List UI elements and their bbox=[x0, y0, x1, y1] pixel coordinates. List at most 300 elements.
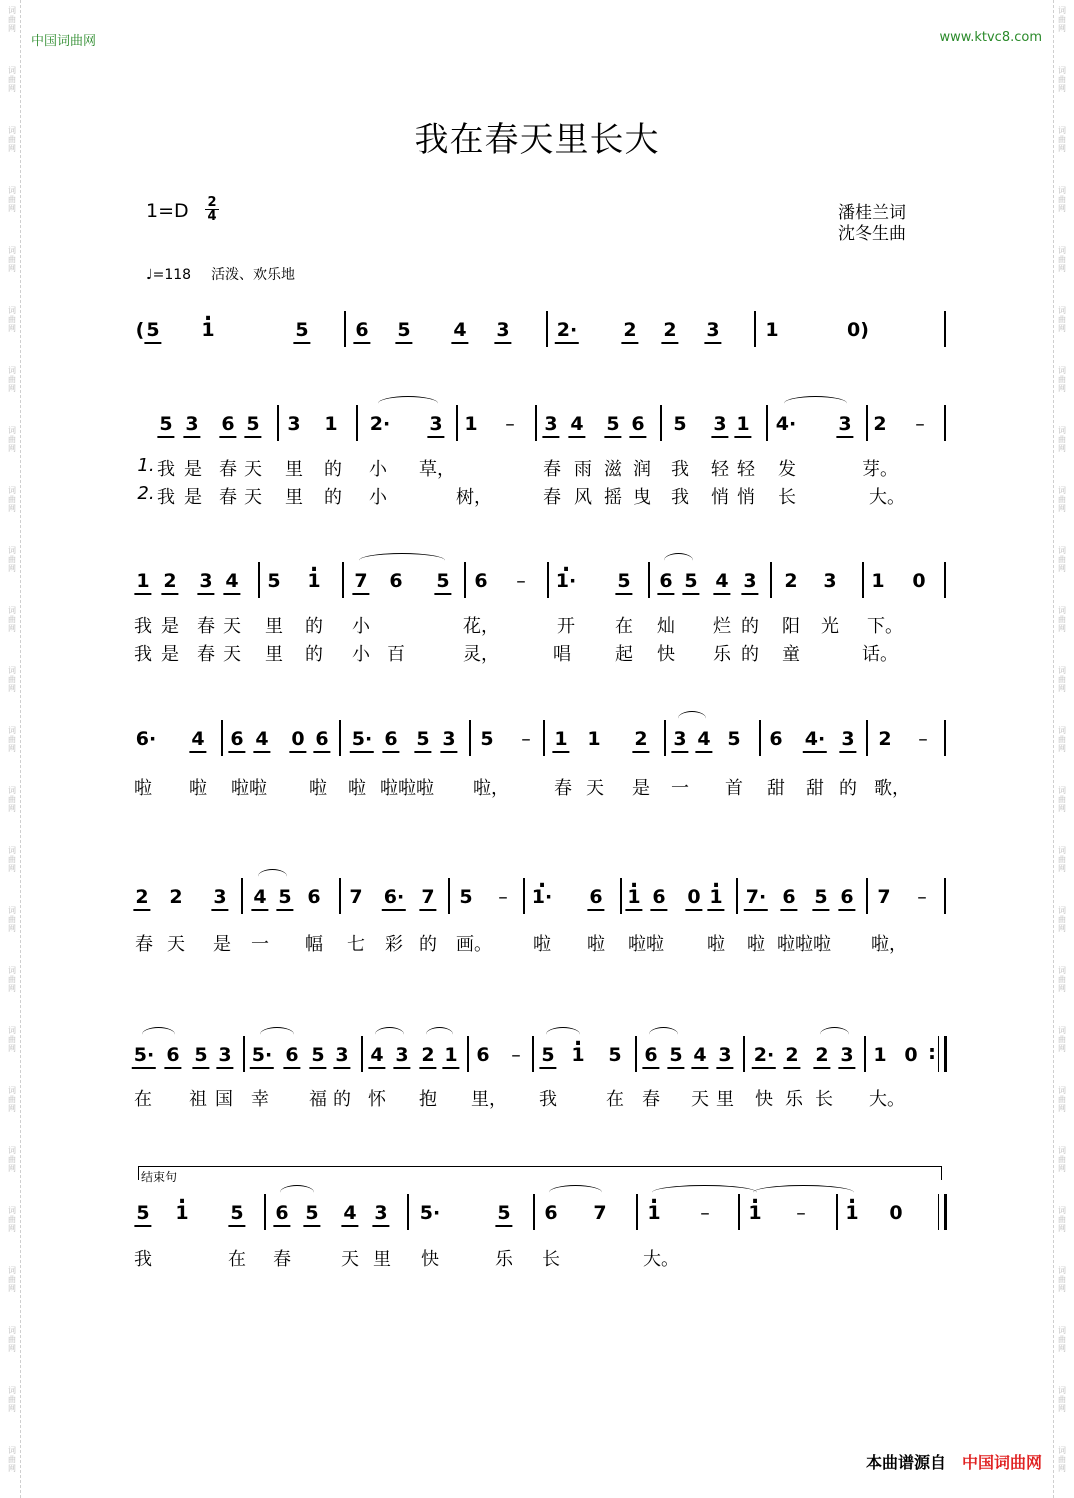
note: 6 bbox=[230, 728, 243, 750]
barline bbox=[464, 562, 466, 598]
lyric-syllable: 的 bbox=[305, 644, 323, 665]
lyric-syllable: 甜 bbox=[806, 778, 824, 799]
beam-underline bbox=[216, 1067, 233, 1069]
note: 3 bbox=[442, 728, 455, 750]
note: 5 bbox=[684, 570, 697, 592]
note: 2· bbox=[369, 413, 391, 435]
beam-underline bbox=[813, 1067, 830, 1069]
note: 5 bbox=[673, 413, 687, 435]
lyric-syllable: 芽。 bbox=[862, 459, 898, 480]
slur bbox=[359, 553, 445, 568]
lyric-syllable: 啦 bbox=[189, 778, 207, 799]
lyric-syllable: 小 bbox=[369, 459, 387, 480]
note: 6 bbox=[659, 570, 672, 592]
beam-underline bbox=[419, 909, 436, 911]
lyric-syllable: 啦 bbox=[348, 778, 366, 799]
beam-underline bbox=[704, 342, 721, 344]
barline bbox=[864, 1036, 866, 1072]
watermark-text: 词曲网 bbox=[8, 1386, 16, 1413]
slur bbox=[142, 1027, 175, 1042]
note: 6 bbox=[384, 728, 397, 750]
beam-underline bbox=[711, 436, 728, 438]
beam-underline bbox=[253, 751, 270, 753]
note: 2 bbox=[663, 319, 676, 341]
beam-underline bbox=[250, 1067, 274, 1069]
beam-underline bbox=[333, 1067, 350, 1069]
beam-underline bbox=[219, 436, 236, 438]
note: 5 bbox=[436, 570, 449, 592]
watermark-text: 词曲网 bbox=[8, 606, 16, 633]
watermark-text: 词曲网 bbox=[8, 6, 16, 33]
note: 6 bbox=[166, 1044, 179, 1066]
slur bbox=[664, 553, 693, 568]
beam-underline bbox=[350, 751, 374, 753]
time-signature-top: 2 bbox=[205, 196, 219, 210]
note: 2 bbox=[623, 319, 636, 341]
beam-underline bbox=[695, 751, 712, 753]
note: 6· bbox=[135, 728, 157, 750]
lyric-syllable: 春 bbox=[273, 1249, 291, 1270]
watermark-text: 词曲网 bbox=[1058, 786, 1066, 813]
time-signature-bottom: 4 bbox=[207, 209, 217, 224]
note: 1 . bbox=[845, 1202, 858, 1224]
watermark-text: 词曲网 bbox=[1058, 426, 1066, 453]
beam-underline bbox=[427, 436, 444, 438]
barline bbox=[664, 720, 666, 756]
sustain-dash: – bbox=[516, 570, 526, 592]
note: 6 bbox=[652, 886, 665, 908]
lyric-syllable: 七 bbox=[347, 934, 365, 955]
lyric-syllable: 我 bbox=[134, 616, 152, 637]
lyric-syllable: 百 bbox=[387, 644, 405, 665]
barline bbox=[635, 1036, 637, 1072]
note: 6 bbox=[782, 886, 795, 908]
note: 4 bbox=[253, 886, 266, 908]
lyric-syllable: 长 bbox=[815, 1089, 833, 1110]
lyric-syllable: 长 bbox=[778, 487, 796, 508]
lyric-syllable: 春 bbox=[197, 616, 215, 637]
note: 1 . bbox=[748, 1202, 761, 1224]
note: 4 bbox=[693, 1044, 706, 1066]
beam-underline bbox=[189, 751, 206, 753]
beam-underline bbox=[839, 751, 856, 753]
beam-underline bbox=[629, 436, 646, 438]
beam-underline bbox=[134, 1225, 151, 1227]
watermark-text: 词曲网 bbox=[1058, 1146, 1066, 1173]
sustain-dash: – bbox=[917, 886, 927, 908]
beam-underline bbox=[632, 751, 649, 753]
lyric-syllable: 乐 bbox=[785, 1089, 803, 1110]
lyric-syllable: 啦啦 bbox=[231, 778, 267, 799]
lyric-syllable: 啦 bbox=[707, 934, 725, 955]
lyric-syllable: 轻 bbox=[737, 459, 755, 480]
note: 5 bbox=[606, 413, 619, 435]
watermark-text: 词曲网 bbox=[1058, 306, 1066, 333]
barline bbox=[469, 720, 471, 756]
beam-underline bbox=[716, 1067, 733, 1069]
lyric-syllable: 一 bbox=[671, 778, 689, 799]
watermark-text: 词曲网 bbox=[1058, 1446, 1066, 1473]
lyric-syllable: 天 bbox=[244, 459, 262, 480]
note: 5 bbox=[480, 728, 494, 750]
note: 1 bbox=[464, 413, 478, 435]
beam-underline bbox=[838, 1067, 855, 1069]
barline bbox=[243, 1036, 245, 1072]
note: 1 bbox=[554, 728, 567, 750]
slur bbox=[260, 1027, 294, 1042]
lyric-syllable: 啦啦 bbox=[628, 934, 664, 955]
watermark-text: 词曲网 bbox=[1058, 1206, 1066, 1233]
watermark-text: 词曲网 bbox=[1058, 906, 1066, 933]
lyric-syllable: 的 bbox=[324, 459, 342, 480]
slur bbox=[280, 1185, 314, 1200]
sustain-dash: – bbox=[796, 1202, 806, 1224]
lyric-syllable: 春 bbox=[543, 487, 561, 508]
lyric-syllable: 童 bbox=[782, 644, 800, 665]
tempo-value: ♩=118 bbox=[146, 267, 192, 283]
lyric-syllable: 的 bbox=[419, 934, 437, 955]
beam-underline bbox=[691, 1067, 708, 1069]
beam-underline bbox=[183, 436, 200, 438]
note: 3 bbox=[185, 413, 198, 435]
lyric-syllable: 轻 bbox=[711, 459, 729, 480]
barline bbox=[533, 1194, 535, 1230]
note: 1· . bbox=[532, 886, 552, 908]
note: 0 bbox=[687, 886, 700, 908]
note: 1 bbox=[587, 728, 601, 750]
beam-underline bbox=[303, 1225, 320, 1227]
watermark-text: 词曲网 bbox=[1058, 546, 1066, 573]
barline bbox=[944, 562, 946, 598]
lyric-syllable: 一 bbox=[251, 934, 269, 955]
beam-underline bbox=[552, 751, 569, 753]
beam-underline bbox=[495, 1225, 512, 1227]
note: 3 bbox=[718, 1044, 731, 1066]
lyric-syllable: 啦 bbox=[533, 934, 551, 955]
watermark-text: 词曲网 bbox=[1058, 126, 1066, 153]
beam-underline bbox=[197, 593, 214, 595]
lyric-syllable: 天 bbox=[341, 1249, 359, 1270]
beam-underline bbox=[621, 342, 638, 344]
lyric-syllable: 花， bbox=[463, 616, 499, 637]
slur bbox=[549, 1185, 602, 1200]
note: 0 bbox=[904, 1044, 918, 1066]
note: 5 bbox=[814, 886, 827, 908]
beam-underline bbox=[419, 1067, 436, 1069]
watermark-text: 词曲网 bbox=[1058, 1386, 1066, 1413]
footer-source bbox=[866, 1450, 1042, 1473]
barline bbox=[356, 405, 358, 441]
lyric-syllable: 烂 bbox=[713, 616, 731, 637]
beam-underline bbox=[313, 751, 330, 753]
verse-number: 1. bbox=[137, 455, 155, 476]
beam-underline bbox=[434, 593, 451, 595]
lyric-syllable: 歌， bbox=[874, 778, 910, 799]
lyric-syllable: 里 bbox=[716, 1089, 734, 1110]
note: 4· bbox=[775, 413, 797, 435]
lyric-syllable: 里 bbox=[285, 487, 303, 508]
watermark-text: 词曲网 bbox=[8, 966, 16, 993]
slur bbox=[784, 396, 847, 411]
note: 4 bbox=[370, 1044, 383, 1066]
note: 2· bbox=[557, 319, 577, 341]
beam-underline bbox=[667, 1067, 684, 1069]
lyric-syllable: 啦， bbox=[871, 934, 907, 955]
sustain-dash: – bbox=[918, 728, 928, 750]
lyric-syllable: 我 bbox=[671, 459, 689, 480]
note: 6· bbox=[384, 886, 404, 908]
watermark-text: 词曲网 bbox=[8, 906, 16, 933]
watermark-text: 词曲网 bbox=[8, 1206, 16, 1233]
ending-bracket bbox=[138, 1166, 942, 1167]
lyric-syllable: 唱 bbox=[553, 644, 571, 665]
watermark-text: 词曲网 bbox=[1058, 966, 1066, 993]
slur bbox=[378, 396, 438, 411]
beam-underline bbox=[734, 436, 751, 438]
lyric-syllable: 我 bbox=[157, 459, 175, 480]
barline bbox=[620, 878, 622, 914]
note: 3 bbox=[706, 319, 719, 341]
lyric-syllable: 开 bbox=[557, 616, 575, 637]
note: 6 bbox=[631, 413, 644, 435]
beam-underline bbox=[134, 593, 151, 595]
lyric-syllable: 啦 bbox=[747, 934, 765, 955]
beam-underline bbox=[157, 436, 174, 438]
note: 5 bbox=[397, 319, 410, 341]
lyric-syllable: 大。 bbox=[869, 487, 905, 508]
note: 5 bbox=[416, 728, 429, 750]
lyric-syllable: 小 bbox=[352, 644, 370, 665]
lyric-syllable: 话。 bbox=[862, 644, 898, 665]
mood-marking: 活泼、欢乐地 bbox=[211, 267, 296, 283]
note: 2 bbox=[135, 886, 148, 908]
note: 4 bbox=[570, 413, 583, 435]
beam-underline bbox=[812, 909, 829, 911]
lyric-syllable: 在 bbox=[606, 1089, 624, 1110]
lyric-syllable: 的 bbox=[305, 616, 323, 637]
note: 7 bbox=[349, 886, 363, 908]
barline bbox=[339, 720, 341, 756]
time-signature bbox=[205, 196, 219, 223]
lyric-syllable: 抱 bbox=[419, 1089, 437, 1110]
note: 2 bbox=[815, 1044, 828, 1066]
note: 2 bbox=[421, 1044, 434, 1066]
final-barline bbox=[944, 1194, 947, 1230]
lyric-syllable: 滋 bbox=[604, 459, 622, 480]
barline bbox=[407, 1194, 409, 1230]
note: 3 bbox=[335, 1044, 348, 1066]
note: 5· bbox=[352, 728, 372, 750]
beam-underline bbox=[671, 751, 688, 753]
lyric-syllable: 大。 bbox=[869, 1089, 905, 1110]
beam-underline bbox=[741, 593, 758, 595]
note: 7 bbox=[421, 886, 434, 908]
note: 1 . bbox=[627, 886, 640, 908]
beam-underline bbox=[273, 1225, 290, 1227]
beam-underline bbox=[144, 342, 161, 344]
lyric-syllable: 雨 bbox=[574, 459, 592, 480]
note: 0 bbox=[912, 570, 926, 592]
lyric-syllable: 天 bbox=[223, 644, 241, 665]
tempo-marking bbox=[146, 264, 295, 284]
beam-underline bbox=[368, 1067, 385, 1069]
note: 6 bbox=[840, 886, 853, 908]
verse-number: 2. bbox=[137, 483, 155, 504]
note: 5 bbox=[669, 1044, 682, 1066]
watermark-text: 词曲网 bbox=[1058, 6, 1066, 33]
watermark-text: 词曲网 bbox=[8, 1086, 16, 1113]
barline bbox=[448, 878, 450, 914]
site-url-right[interactable]: www.ktvc8.com bbox=[939, 30, 1042, 45]
sustain-dash: – bbox=[521, 728, 531, 750]
watermark-text: 词曲网 bbox=[8, 366, 16, 393]
lyric-syllable: 在 bbox=[228, 1249, 246, 1270]
watermark-text: 词曲网 bbox=[8, 246, 16, 273]
barline bbox=[344, 311, 346, 347]
beam-underline bbox=[161, 593, 178, 595]
barline bbox=[766, 405, 768, 441]
lyric-syllable: 里 bbox=[285, 459, 303, 480]
barline bbox=[221, 720, 223, 756]
note: 3 bbox=[395, 1044, 408, 1066]
note: 5· bbox=[252, 1044, 272, 1066]
watermark-text: 词曲网 bbox=[1058, 366, 1066, 393]
lyric-syllable: 小 bbox=[352, 616, 370, 637]
note: 2 bbox=[873, 413, 887, 435]
lyric-syllable: 的 bbox=[741, 616, 759, 637]
beam-underline bbox=[283, 1067, 300, 1069]
slur bbox=[820, 1027, 849, 1042]
note: 1 bbox=[736, 413, 749, 435]
lyric-syllable: 起 bbox=[615, 644, 633, 665]
repeat-barline bbox=[944, 1036, 947, 1072]
lyric-syllable: 快 bbox=[657, 644, 675, 665]
credits bbox=[838, 203, 906, 245]
note: 5 bbox=[194, 1044, 207, 1066]
lyric-syllable: 灿 bbox=[657, 616, 675, 637]
note: 3 bbox=[823, 570, 837, 592]
beam-underline bbox=[451, 342, 468, 344]
lyric-syllable: 是 bbox=[213, 934, 231, 955]
watermark-text: 词曲网 bbox=[8, 66, 16, 93]
note: 7 bbox=[354, 570, 367, 592]
lyric-syllable: 润 bbox=[633, 459, 651, 480]
barline bbox=[277, 405, 279, 441]
note: 1 bbox=[444, 1044, 457, 1066]
lyric-syllable: 是 bbox=[184, 487, 202, 508]
note: 3 bbox=[544, 413, 557, 435]
slur bbox=[546, 1027, 580, 1042]
watermark-text: 词曲网 bbox=[1058, 846, 1066, 873]
note: 5 bbox=[727, 728, 741, 750]
watermark-text: 词曲网 bbox=[1058, 246, 1066, 273]
barline bbox=[258, 562, 260, 598]
note: 0 bbox=[889, 1202, 903, 1224]
lyric-syllable: 里 bbox=[265, 616, 283, 637]
site-name-left[interactable]: 中国词曲网 bbox=[31, 34, 97, 49]
barline bbox=[944, 405, 946, 441]
beam-underline bbox=[372, 1225, 389, 1227]
beam-underline bbox=[713, 593, 730, 595]
watermark-text: 词曲网 bbox=[1058, 1086, 1066, 1113]
beam-underline bbox=[192, 1067, 209, 1069]
note: 5 bbox=[541, 1044, 554, 1066]
note: 3 bbox=[199, 570, 212, 592]
beam-underline bbox=[542, 436, 559, 438]
watermark-text: 词曲网 bbox=[1058, 486, 1066, 513]
note: 3 bbox=[743, 570, 756, 592]
note: 4 bbox=[255, 728, 268, 750]
lyric-syllable: 的 bbox=[839, 778, 857, 799]
beam-underline bbox=[650, 909, 667, 911]
lyric-syllable: 首 bbox=[725, 778, 743, 799]
lyric-syllable: 乐 bbox=[713, 644, 731, 665]
lyric-syllable: 快 bbox=[421, 1249, 439, 1270]
note: 6 bbox=[315, 728, 328, 750]
note: 1 . bbox=[709, 886, 722, 908]
lyric-syllable: 在 bbox=[134, 1089, 152, 1110]
beam-underline bbox=[780, 909, 797, 911]
sustain-dash: – bbox=[498, 886, 508, 908]
note: 4 bbox=[453, 319, 466, 341]
lyric-syllable: 甜 bbox=[767, 778, 785, 799]
note: 3 bbox=[496, 319, 509, 341]
note: 5 bbox=[146, 319, 159, 341]
watermark-text: 词曲网 bbox=[8, 306, 16, 333]
lyric-syllable: 在 bbox=[615, 616, 633, 637]
note: 7 bbox=[593, 1202, 607, 1224]
beam-underline bbox=[164, 1067, 181, 1069]
note: 1 . bbox=[175, 1202, 188, 1224]
note: 0) bbox=[847, 319, 869, 341]
note: 5 bbox=[305, 1202, 318, 1224]
lyric-syllable: 我 bbox=[134, 644, 152, 665]
lyric-syllable: 摇 bbox=[604, 487, 622, 508]
lyric-syllable: 春 bbox=[543, 459, 561, 480]
barline bbox=[456, 405, 458, 441]
beam-underline bbox=[251, 909, 268, 911]
lyric-syllable: 风 bbox=[574, 487, 592, 508]
barline bbox=[866, 720, 868, 756]
beam-underline bbox=[393, 1067, 410, 1069]
note: 2 bbox=[163, 570, 176, 592]
note: 2 bbox=[785, 1044, 798, 1066]
watermark-text: 词曲网 bbox=[8, 666, 16, 693]
note: 4 bbox=[191, 728, 204, 750]
barline bbox=[866, 878, 868, 914]
note: 4 bbox=[715, 570, 728, 592]
note: 6 bbox=[474, 570, 488, 592]
slur bbox=[753, 1185, 854, 1200]
lyric-syllable: 啦 bbox=[309, 778, 327, 799]
watermark-text: 词曲网 bbox=[1058, 1326, 1066, 1353]
beam-underline bbox=[587, 909, 604, 911]
note: 6 bbox=[644, 1044, 657, 1066]
lyric-syllable: 天 bbox=[167, 934, 185, 955]
barline bbox=[743, 1036, 745, 1072]
beam-underline bbox=[568, 436, 585, 438]
note: 1 bbox=[873, 1044, 887, 1066]
barline bbox=[339, 878, 341, 914]
note: 4 bbox=[697, 728, 710, 750]
beam-underline bbox=[752, 1067, 776, 1069]
watermark-text: 词曲网 bbox=[1058, 726, 1066, 753]
note: 6 bbox=[544, 1202, 558, 1224]
lyric-syllable: 画。 bbox=[456, 934, 492, 955]
lyric-syllable: 草， bbox=[419, 459, 455, 480]
footer-source-brand[interactable]: 中国词曲网 bbox=[961, 1453, 1042, 1472]
beam-underline bbox=[685, 909, 702, 911]
